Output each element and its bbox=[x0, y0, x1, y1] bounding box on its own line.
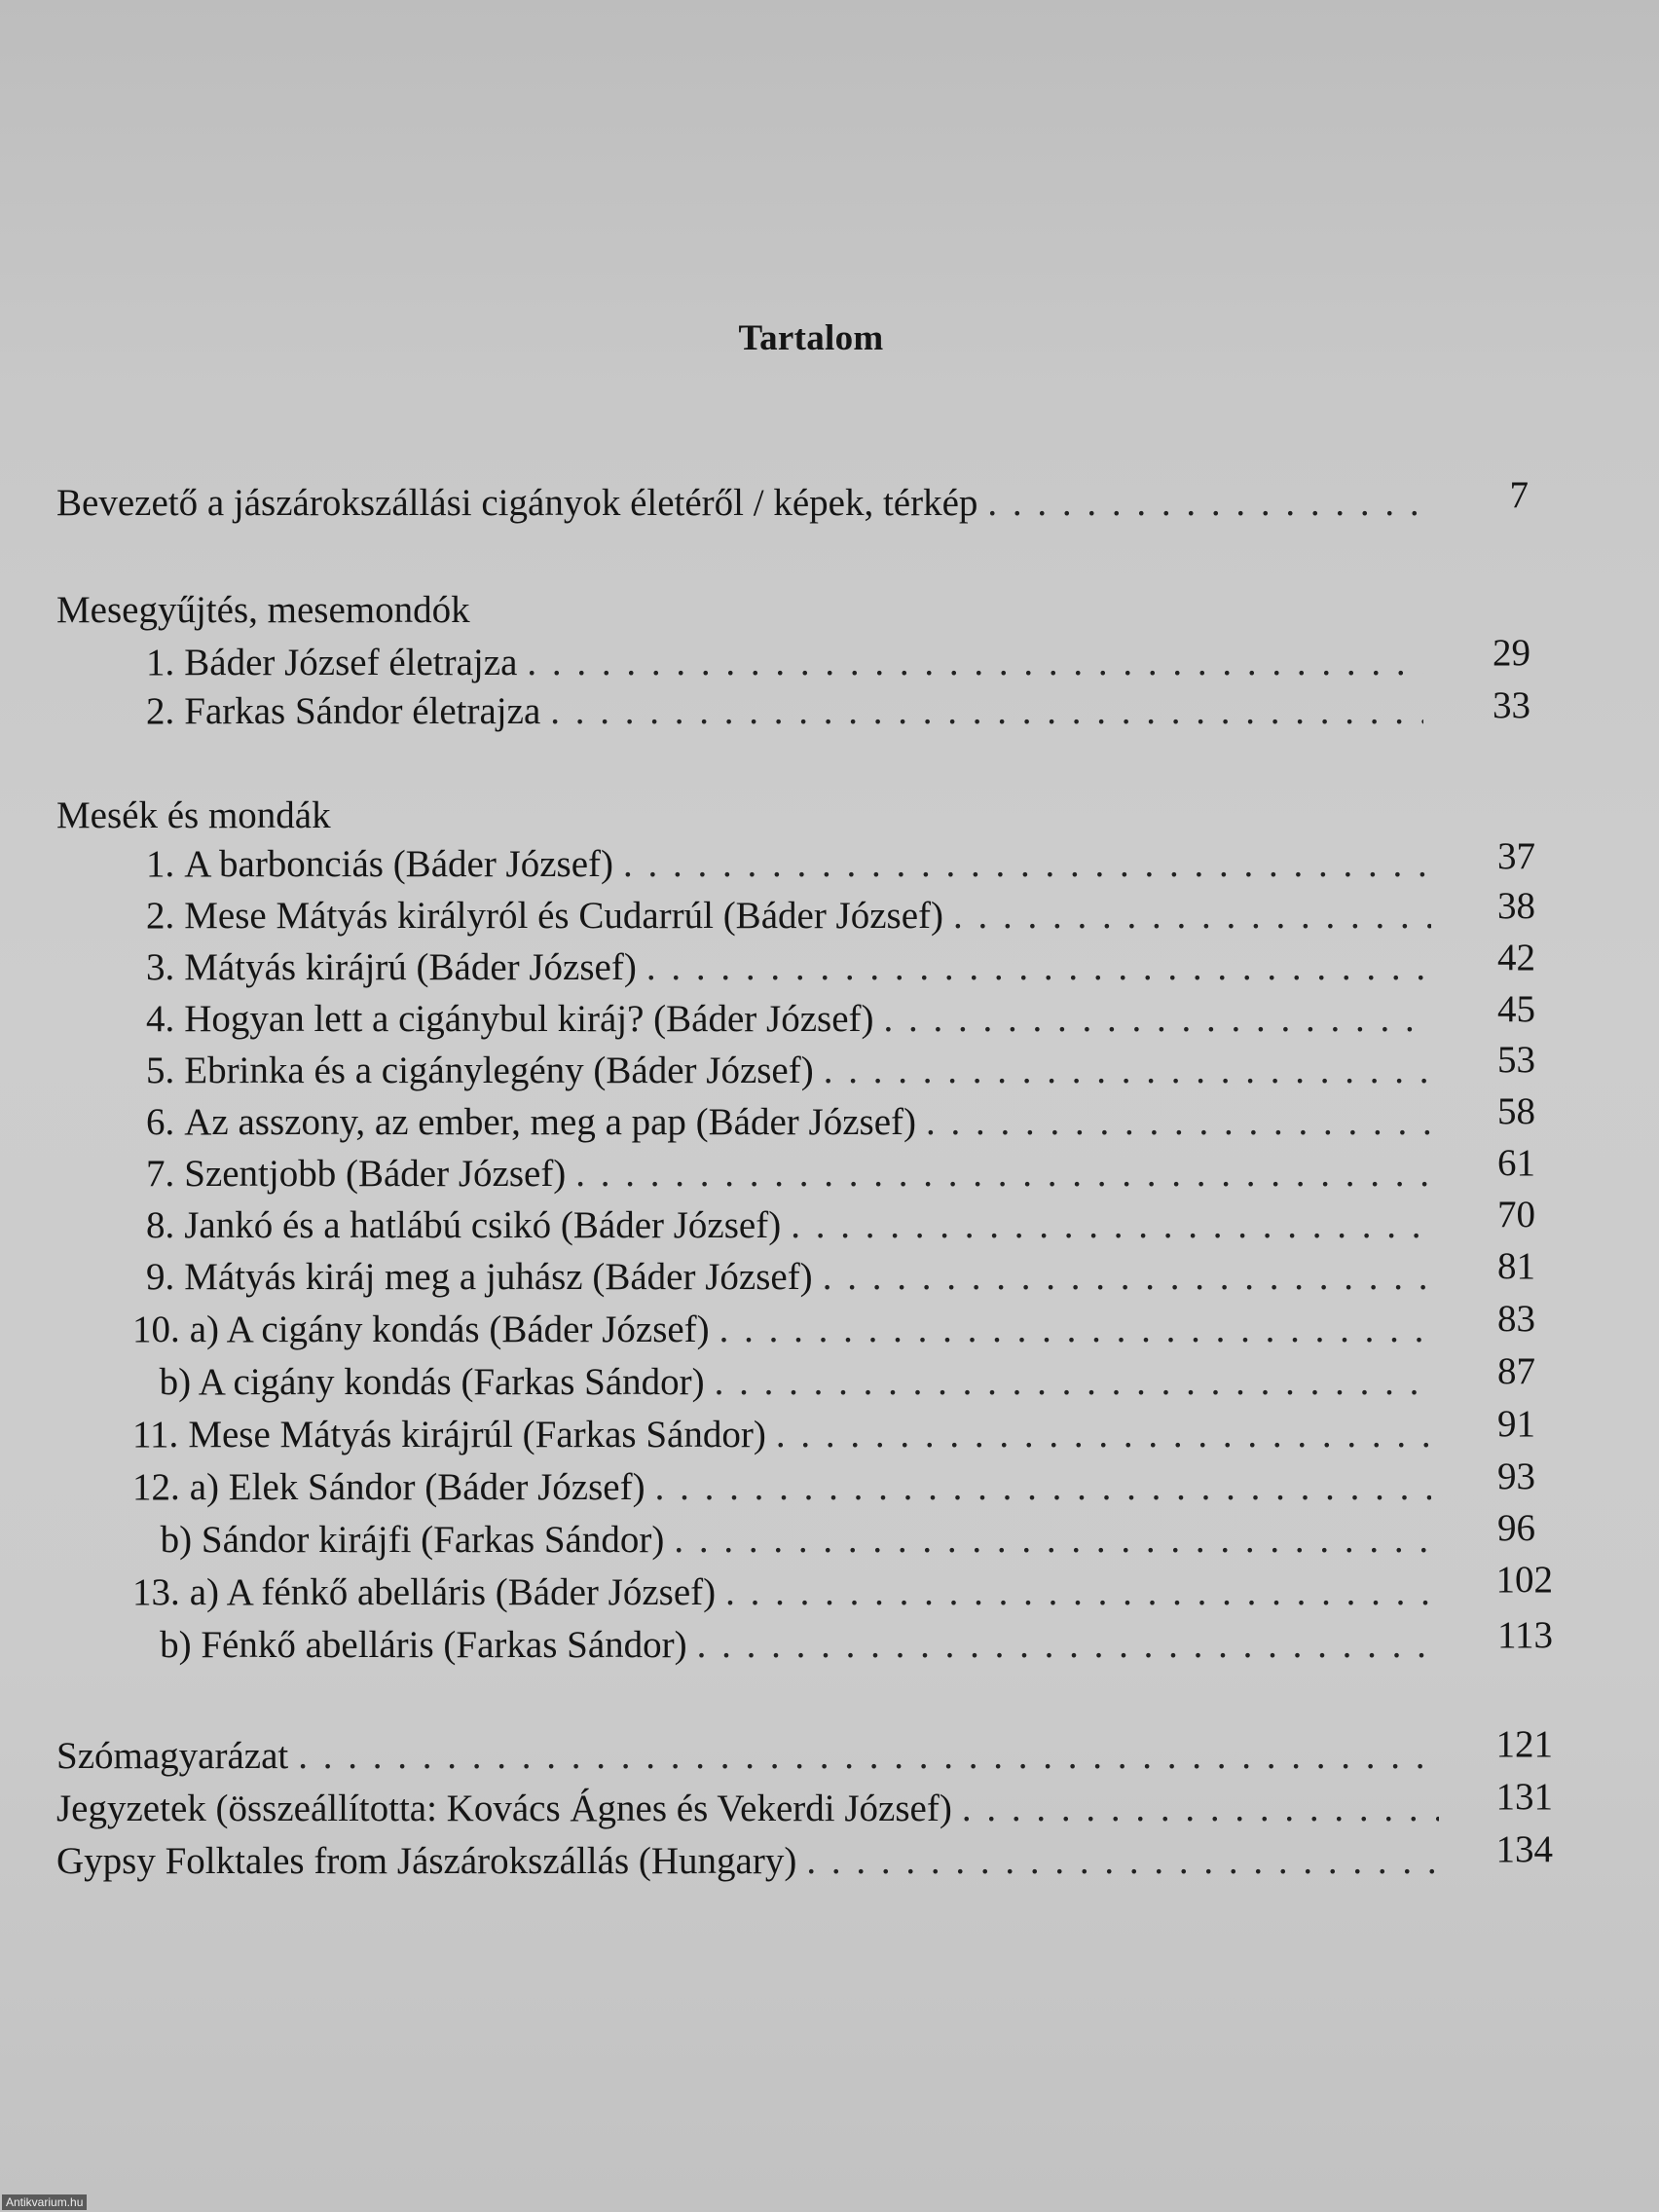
toc-entry bbox=[146, 897, 1431, 935]
dot-leader bbox=[987, 484, 1419, 522]
dot-leader bbox=[298, 1737, 1439, 1775]
dot-leader bbox=[674, 1521, 1431, 1559]
dot-leader bbox=[527, 644, 1423, 682]
toc-entry-page: 53 bbox=[1497, 1039, 1535, 1081]
toc-entry-page: 45 bbox=[1497, 988, 1535, 1030]
toc-entry bbox=[146, 1103, 1431, 1141]
dot-leader bbox=[719, 1310, 1431, 1348]
toc-entry-label: Farkas Sándor életrajza bbox=[184, 690, 541, 732]
dot-leader bbox=[715, 1363, 1431, 1401]
toc-entry-notes bbox=[56, 1789, 1439, 1827]
toc-entry-label: Mese Mátyás királyról és Cudarrúl (Báder József) bbox=[184, 895, 944, 937]
toc-entry-number: 5. bbox=[146, 1050, 175, 1091]
section-heading-collection: Mesegyűjtés, mesemondók bbox=[56, 589, 470, 631]
toc-entry bbox=[132, 1573, 1431, 1611]
toc-entry-label: Mese Mátyás kirájrúl (Farkas Sándor) bbox=[188, 1414, 766, 1456]
toc-entry bbox=[146, 1206, 1431, 1244]
toc-entry-page: 87 bbox=[1497, 1350, 1535, 1392]
toc-entry-number: 2. bbox=[146, 690, 175, 732]
toc-entry bbox=[146, 692, 1423, 730]
dot-leader bbox=[655, 1468, 1431, 1506]
toc-entry-number: 1. bbox=[146, 642, 175, 683]
toc-entry-number: 7. bbox=[146, 1153, 175, 1195]
toc-entry-page: 113 bbox=[1496, 1614, 1553, 1656]
toc-entry-number: 12. bbox=[132, 1466, 180, 1508]
toc-entry-page: 91 bbox=[1497, 1403, 1535, 1445]
toc-entry-number: 6. bbox=[146, 1101, 175, 1143]
toc-entry bbox=[132, 1521, 1431, 1559]
dot-leader bbox=[550, 692, 1423, 730]
toc-entry-label: b) A cigány kondás (Farkas Sándor) bbox=[159, 1361, 705, 1403]
toc-entry bbox=[146, 1051, 1431, 1089]
toc-entry bbox=[146, 1000, 1431, 1038]
toc-entry-page: 38 bbox=[1497, 885, 1535, 927]
toc-entry-label: Ebrinka és a cigánylegény (Báder József) bbox=[184, 1050, 814, 1091]
toc-entry-number: 2. bbox=[146, 895, 175, 937]
section-heading-tales: Mesék és mondák bbox=[56, 794, 331, 836]
toc-entry-label: b) Sándor kirájfi (Farkas Sándor) bbox=[160, 1519, 665, 1561]
toc-entry bbox=[132, 1626, 1431, 1664]
toc-entry bbox=[132, 1363, 1431, 1401]
dot-leader bbox=[953, 897, 1431, 935]
toc-entry-label: Szentjobb (Báder József) bbox=[184, 1153, 567, 1195]
toc-entry-label: Jankó és a hatlábú csikó (Báder József) bbox=[184, 1204, 782, 1246]
toc-entry-page: 134 bbox=[1495, 1828, 1553, 1870]
dot-leader bbox=[646, 948, 1431, 986]
toc-entry-number: 11. bbox=[132, 1414, 179, 1456]
toc-entry-page: 7 bbox=[1509, 474, 1529, 516]
toc-entry-page: 61 bbox=[1497, 1142, 1535, 1184]
toc-entry-label: Szómagyarázat bbox=[56, 1735, 289, 1777]
toc-entry-label: A barbonciás (Báder József) bbox=[184, 843, 613, 885]
toc-entry-label: Mátyás kiráj meg a juhász (Báder József) bbox=[184, 1256, 813, 1298]
toc-entry-label: Báder József életrajza bbox=[184, 642, 518, 683]
toc-entry-page: 96 bbox=[1497, 1507, 1535, 1549]
dot-leader bbox=[697, 1626, 1431, 1664]
toc-entry-page: 102 bbox=[1495, 1559, 1553, 1601]
toc-entry bbox=[132, 1468, 1431, 1506]
dot-leader bbox=[926, 1103, 1431, 1141]
toc-entry-page: 121 bbox=[1495, 1723, 1553, 1765]
toc-entry-number: 8. bbox=[146, 1204, 175, 1246]
toc-entry-number: 9. bbox=[146, 1256, 175, 1298]
page-title: Tartalom bbox=[738, 318, 884, 358]
dot-leader bbox=[883, 1000, 1431, 1038]
toc-entry-label: Gypsy Folktales from Jászárokszállás (Hungary) bbox=[56, 1840, 797, 1882]
toc-entry-page: 131 bbox=[1495, 1776, 1553, 1818]
dot-leader bbox=[791, 1206, 1431, 1244]
toc-entry-page: 81 bbox=[1497, 1245, 1535, 1287]
dot-leader bbox=[824, 1051, 1431, 1089]
toc-entry-page: 37 bbox=[1497, 835, 1535, 877]
toc-entry-label: Az asszony, az ember, meg a pap (Báder József) bbox=[184, 1101, 916, 1143]
toc-entry bbox=[132, 1416, 1431, 1454]
dot-leader bbox=[623, 845, 1431, 883]
dot-leader bbox=[575, 1155, 1431, 1193]
toc-entry bbox=[132, 1310, 1431, 1348]
toc-entry-intro bbox=[56, 484, 1419, 522]
toc-entry-page: 83 bbox=[1497, 1298, 1535, 1340]
dot-leader bbox=[823, 1258, 1431, 1296]
toc-entry-label: b) Fénkő abelláris (Farkas Sándor) bbox=[160, 1624, 687, 1666]
toc-entry-page: 42 bbox=[1497, 937, 1535, 978]
toc-entry-label: Jegyzetek (összeállította: Kovács Ágnes és Vekerdi József) bbox=[56, 1788, 952, 1829]
toc-entry-number: 13. bbox=[132, 1571, 180, 1613]
toc-entry-label: a) A cigány kondás (Báder József) bbox=[189, 1309, 710, 1350]
toc-entry-label: Hogyan lett a cigánybul kiráj? (Báder József) bbox=[184, 998, 874, 1040]
toc-entry-page: 33 bbox=[1493, 684, 1530, 726]
toc-entry-glossary bbox=[56, 1737, 1439, 1775]
toc-entry-label: Mátyás kirájrú (Báder József) bbox=[184, 946, 637, 988]
dot-leader bbox=[962, 1789, 1439, 1827]
toc-entry-label: a) Elek Sándor (Báder József) bbox=[189, 1466, 645, 1508]
toc-entry-number: 3. bbox=[146, 946, 175, 988]
toc-entry-page: 70 bbox=[1497, 1194, 1535, 1235]
toc-entry bbox=[146, 1258, 1431, 1296]
toc-entry bbox=[146, 948, 1431, 986]
toc-entry-number: 10. bbox=[132, 1309, 180, 1350]
toc-entry-english-summary bbox=[56, 1842, 1439, 1880]
toc-entry-page: 29 bbox=[1493, 632, 1530, 674]
toc-entry-page: 93 bbox=[1497, 1456, 1535, 1497]
dot-leader bbox=[806, 1842, 1439, 1880]
toc-entry-label: Bevezető a jászárokszállási cigányok életéről / képek, térkép bbox=[56, 482, 978, 524]
dot-leader bbox=[776, 1416, 1431, 1454]
watermark-label: Antikvarium.hu bbox=[2, 2194, 87, 2210]
toc-entry bbox=[146, 1155, 1431, 1193]
toc-entry-page: 58 bbox=[1497, 1090, 1535, 1132]
dot-leader bbox=[725, 1573, 1431, 1611]
toc-entry-label: a) A fénkő abelláris (Báder József) bbox=[189, 1571, 717, 1613]
toc-entry-number: 1. bbox=[146, 843, 175, 885]
toc-entry bbox=[146, 644, 1423, 682]
toc-entry bbox=[146, 845, 1431, 883]
toc-entry-number: 4. bbox=[146, 998, 175, 1040]
